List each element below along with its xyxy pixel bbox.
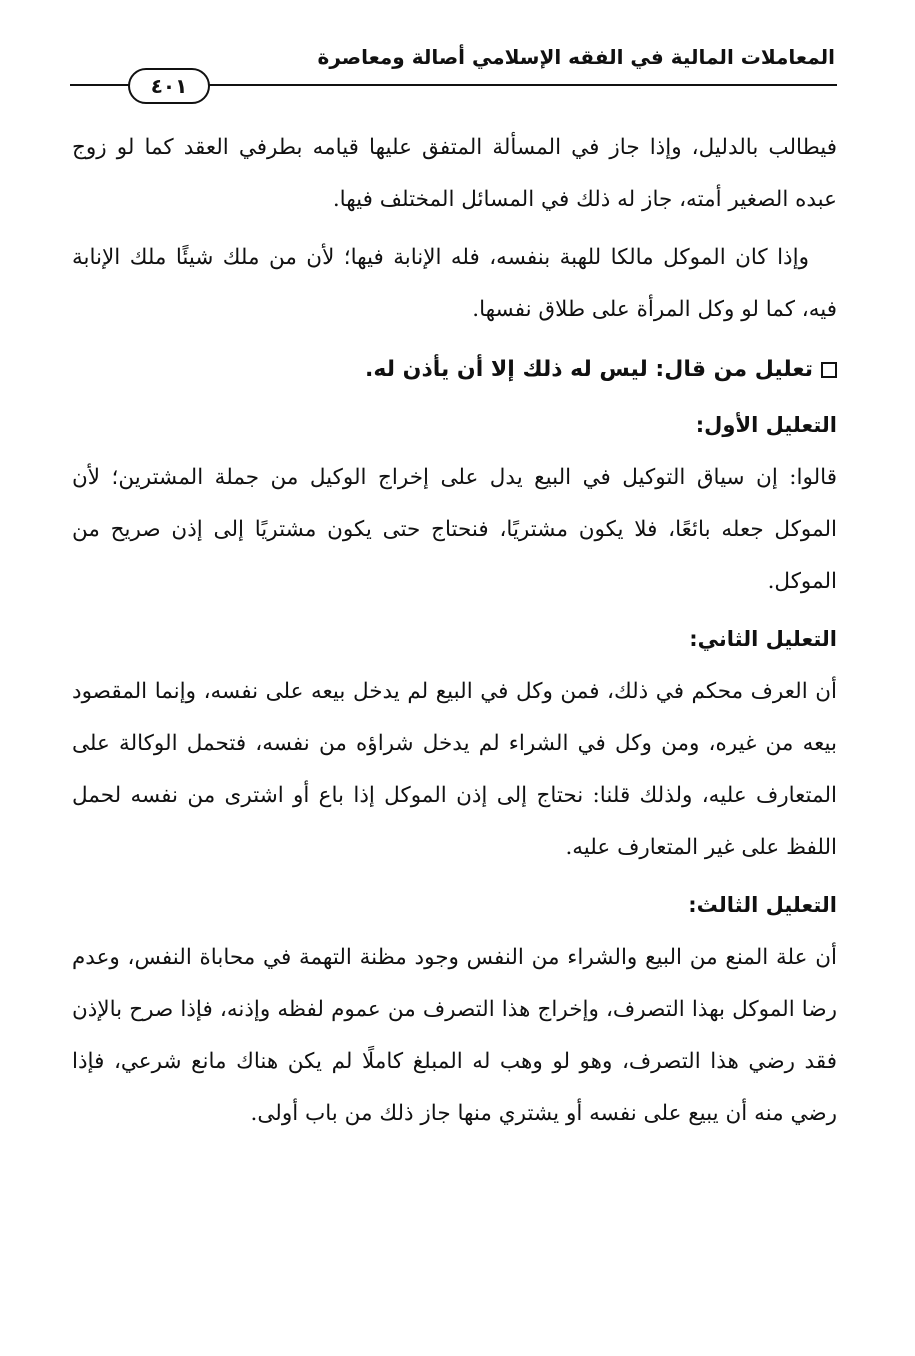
section-heading-text: تعليل من قال: ليس له ذلك إلا أن يأذن له.: [365, 357, 813, 382]
page-body: [72, 122, 837, 1146]
first-reason-heading: التعليل الأول:: [695, 413, 837, 437]
paragraph-1: فيطالب بالدليل، وإذا جاز في المسألة المتفق عليها قيامه بطرفي العقد كما لو زوج عبده الصغير أمته، جاز له ذلك في المسائل المختلف فيها.: [72, 135, 838, 212]
paragraph-5: أن علة المنع من البيع والشراء من النفس وجود مظنة التهمة في محاباة النفس، وعدم رضا الموكل بهذا التصرف، وإخراج هذا التصرف من عموم لفظه وإذنه، فإذا صرح بالإذن فقد رضي هذا التصرف، وهو لو وهب له المبلغ كاملًا لم يكن هناك مانع شرعي، فإذا رضي منه أن يبيع على نفسه أو يشتري منها جاز ذلك من باب أولى.: [72, 945, 837, 1126]
section-heading: [72, 342, 837, 398]
paragraph-2: وإذا كان الموكل مالكا للهبة بنفسه، فله الإنابة فيها؛ لأن من ملك شيئًا ملك الإنابة فيه، كما لو وكل المرأة على طلاق نفسها.: [72, 245, 837, 322]
paragraph-4: أن العرف محكم في ذلك، فمن وكل في البيع لم يدخل بيعه على نفسه، وإنما المقصود بيعه من غيره، ومن وكل في الشراء لم يدخل شراؤه من نفسه، فتحمل الوكالة على المتعارف عليه، ولذلك قلنا: نحتاج إلى إذن الموكل إذا باع أو اشترى من نفسه لحمل اللفظ على غير المتعارف عليه.: [72, 679, 837, 860]
second-reason-heading: التعليل الثاني:: [689, 627, 837, 651]
third-reason-heading: التعليل الثالث:: [688, 893, 837, 917]
paragraph-3: قالوا: إن سياق التوكيل في البيع يدل على إخراج الوكيل من جملة المشترين؛ لأن الموكل جعله بائعًا، فلا يكون مشتريًا، فنحتاج حتى يكون مشتريًا إلى إذن صريح من الموكل.: [72, 465, 837, 594]
checkbox-icon: [821, 362, 837, 378]
running-title: المعاملات المالية في الفقه الإسلامي أصالة ومعاصرة: [317, 45, 835, 69]
page-number: ٤٠١: [128, 68, 210, 104]
